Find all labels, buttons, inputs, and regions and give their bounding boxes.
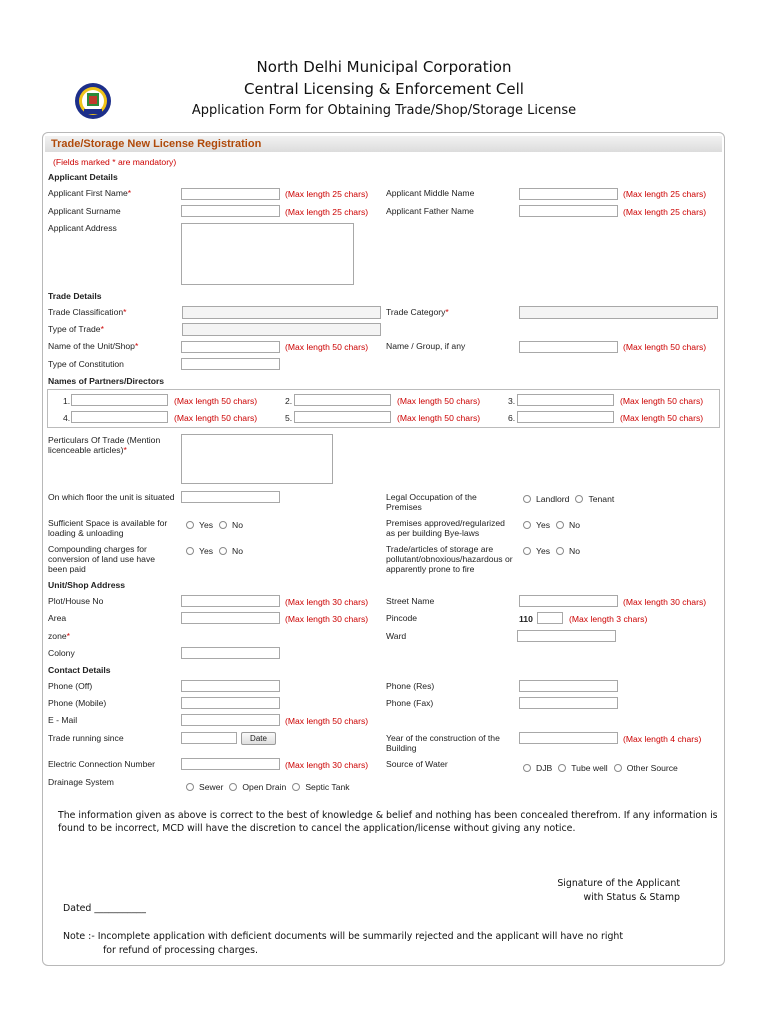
note-line-1: Note :- Incomplete application with deficient documents will be summarily rejected and the applicant will have no right [63,931,624,942]
area-maxlen: (Max length 30 chars) [285,614,369,624]
storage-no-option[interactable] [556,546,580,556]
note-line-2: for refund of processing charges. [103,945,259,956]
contact-heading: Contact Details [48,665,111,675]
storage-no-label: No [569,546,581,556]
landlord-radio[interactable] [523,495,531,503]
surname-label: Applicant Surname [48,206,121,216]
street-label: Street Name [386,596,435,606]
type-of-trade-select[interactable] [182,323,381,336]
partner-4-input[interactable] [71,411,168,423]
space-no-label: No [232,520,244,530]
signature-line-1: Signature of the Applicant [557,878,680,889]
space-no-option[interactable] [219,520,243,530]
drainage-radios [186,782,356,792]
pincode-maxlen: (Max length 3 chars) [569,614,648,624]
phone-fax-input[interactable] [519,697,618,709]
phone-off-label: Phone (Off) [48,681,93,691]
premises-yes-label: Yes [536,520,551,530]
other-source-label: Other Source [626,763,678,773]
surname-input[interactable] [181,205,280,217]
group-maxlen: (Max length 50 chars) [623,342,707,352]
area-input[interactable] [181,612,280,624]
colony-label: Colony [48,648,75,658]
premises-yes-radio[interactable] [523,521,531,529]
floor-label: On which floor the unit is situated [48,492,175,502]
zone-label: zone* [48,631,70,641]
partner-1-num: 1. [63,396,71,406]
unit-name-label: Name of the Unit/Shop* [48,341,139,351]
group-label: Name / Group, if any [386,341,466,351]
partner-3-num: 3. [508,396,516,406]
tubewell-label: Tube well [571,763,608,773]
open-drain-radio[interactable] [229,783,237,791]
electric-label: Electric Connection Number [48,759,155,769]
applicant-details-heading: Applicant Details [48,172,118,182]
electric-maxlen: (Max length 30 chars) [285,760,369,770]
compounding-no-option[interactable] [219,546,243,556]
compounding-yes-label: Yes [199,546,214,556]
premises-no-option[interactable] [556,520,580,530]
compounding-radios [186,546,249,556]
partner-1-maxlen: (Max length 50 chars) [174,396,258,406]
storage-yes-option[interactable] [523,546,550,556]
phone-mobile-input[interactable] [181,697,280,709]
landlord-label: Landlord [536,494,570,504]
premises-no-radio[interactable] [556,521,564,529]
storage-label: Trade/articles of storage are pollutant/obnoxious/hazardous or apparently prone to fire [386,544,513,574]
septic-option[interactable] [292,782,349,792]
section-title: Trade/Storage New License Registration [51,138,262,150]
constitution-input[interactable] [181,358,280,370]
pincode-label: Pincode [386,613,418,623]
type-of-trade-label: Type of Trade* [48,324,104,334]
constitution-label: Type of Constitution [48,359,124,369]
plot-maxlen: (Max length 30 chars) [285,597,369,607]
partner-6-input[interactable] [517,411,614,423]
partner-5-num: 5. [285,413,293,423]
pincode-prefix: 110 [519,614,533,624]
phone-res-input[interactable] [519,680,618,692]
ward-input[interactable] [517,630,616,642]
floor-input[interactable] [181,491,280,503]
tenant-option[interactable] [575,494,614,504]
electric-input[interactable] [181,758,280,770]
signature-line-2: with Status & Stamp [583,892,680,903]
space-label: Sufficient Space is available for loading & unloading [48,518,168,538]
trade-since-label: Trade running since [48,733,124,743]
trade-category-select[interactable] [519,306,718,319]
trade-classification-select[interactable] [182,306,381,319]
father-name-input[interactable] [519,205,618,217]
address-label: Applicant Address [48,223,117,233]
cell-name: Central Licensing & Enforcement Cell [244,80,524,98]
partner-5-maxlen: (Max length 50 chars) [397,413,481,423]
ward-label: Ward [386,631,407,641]
tenant-label: Tenant [588,494,615,504]
open-drain-label: Open Drain [242,782,287,792]
tubewell-option[interactable] [558,763,607,773]
first-name-label: Applicant First Name* [48,188,132,198]
storage-yes-radio[interactable] [523,547,531,555]
father-name-label: Applicant Father Name [386,206,474,216]
street-input[interactable] [519,595,618,607]
premises-label: Premises approved/regularized as per building Bye-laws [386,518,505,538]
septic-radio[interactable] [292,783,300,791]
phone-mobile-label: Phone (Mobile) [48,698,107,708]
legal-occupation-radios [523,494,620,504]
trade-details-heading: Trade Details [48,291,102,301]
compounding-no-radio[interactable] [219,547,227,555]
storage-yes-label: Yes [536,546,551,556]
djb-label: DJB [536,763,553,773]
construction-year-label: Year of the construction of the Building [386,733,500,753]
particulars-textarea[interactable] [181,434,333,484]
colony-input[interactable] [181,647,280,659]
space-radios [186,520,249,530]
septic-label: Septic Tank [305,782,350,792]
partner-1-input[interactable] [71,394,168,406]
construction-year-maxlen: (Max length 4 chars) [623,734,702,744]
unit-name-input[interactable] [181,341,280,353]
declaration-text: The information given as above is correct to the best of knowledge & belief and nothing has been concealed therefrom. If any information is found to be incorrect, MCD will have the discretion to cancel the application/license without giving any notice. [58,810,718,834]
other-source-radio[interactable] [614,764,622,772]
form-title: Application Form for Obtaining Trade/Shop/Storage License [191,103,577,118]
construction-year-input[interactable] [519,732,618,744]
other-source-option[interactable] [614,763,678,773]
sewer-option[interactable] [186,782,223,792]
date-picker-button[interactable]: Date [241,732,276,745]
phone-res-label: Phone (Res) [386,681,435,691]
email-maxlen: (Max length 50 chars) [285,716,369,726]
partner-5-input[interactable] [294,411,391,423]
trade-category-label: Trade Category* [386,307,449,317]
address-textarea[interactable] [181,223,354,285]
surname-maxlen: (Max length 25 chars) [285,207,369,217]
dated-line: Dated ___________ [63,903,146,914]
partner-3-maxlen: (Max length 50 chars) [620,396,704,406]
phone-off-input[interactable] [181,680,280,692]
water-source-radios [523,763,684,773]
street-maxlen: (Max length 30 chars) [623,597,707,607]
compounding-yes-option[interactable] [186,546,213,556]
partner-4-maxlen: (Max length 50 chars) [174,413,258,423]
first-name-input[interactable] [181,188,280,200]
partner-2-num: 2. [285,396,293,406]
first-name-maxlen: (Max length 25 chars) [285,189,369,199]
group-input[interactable] [519,341,618,353]
tubewell-radio[interactable] [558,764,566,772]
partner-3-input[interactable] [517,394,614,406]
plot-input[interactable] [181,595,280,607]
area-label: Area [48,613,67,623]
middle-name-maxlen: (Max length 25 chars) [623,189,707,199]
djb-option[interactable] [523,763,552,773]
middle-name-label: Applicant Middle Name [386,188,475,198]
drainage-label: Drainage System [48,777,114,787]
partners-heading: Names of Partners/Directors [48,376,165,386]
unit-name-maxlen: (Max length 50 chars) [285,342,369,352]
trade-classification-label: Trade Classification* [48,307,127,317]
storage-no-radio[interactable] [556,547,564,555]
email-input[interactable] [181,714,280,726]
compounding-yes-radio[interactable] [186,547,194,555]
sewer-label: Sewer [199,782,224,792]
org-name: North Delhi Municipal Corporation [256,58,512,76]
legal-occupation-label: Legal Occupation of the Premises [386,492,477,512]
water-source-label: Source of Water [386,759,448,769]
space-no-radio[interactable] [219,521,227,529]
premises-no-label: No [569,520,581,530]
space-yes-option[interactable] [186,520,213,530]
compounding-label: Compounding charges for conversion of land use have been paid [48,544,156,574]
middle-name-input[interactable] [519,188,618,200]
space-yes-radio[interactable] [186,521,194,529]
djb-radio[interactable] [523,764,531,772]
trade-since-input[interactable] [181,732,237,744]
pincode-input[interactable] [537,612,563,624]
space-yes-label: Yes [199,520,214,530]
premises-radios [523,520,586,530]
tenant-radio[interactable] [575,495,583,503]
storage-radios [523,546,586,556]
premises-yes-option[interactable] [523,520,550,530]
sewer-radio[interactable] [186,783,194,791]
partner-6-num: 6. [508,413,516,423]
open-drain-option[interactable] [229,782,286,792]
partner-2-input[interactable] [294,394,391,406]
partner-6-maxlen: (Max length 50 chars) [620,413,704,423]
landlord-option[interactable] [523,494,569,504]
partner-4-num: 4. [63,413,71,423]
particulars-label: Perticulars Of Trade (Mention licenceable articles)* [48,435,161,455]
partner-2-maxlen: (Max length 50 chars) [397,396,481,406]
email-label: E - Mail [48,715,78,725]
mandatory-note: (Fields marked * are mandatory) [53,157,177,167]
plot-label: Plot/House No [48,596,104,606]
unit-address-heading: Unit/Shop Address [48,580,126,590]
compounding-no-label: No [232,546,244,556]
father-name-maxlen: (Max length 25 chars) [623,207,707,217]
phone-fax-label: Phone (Fax) [386,698,434,708]
